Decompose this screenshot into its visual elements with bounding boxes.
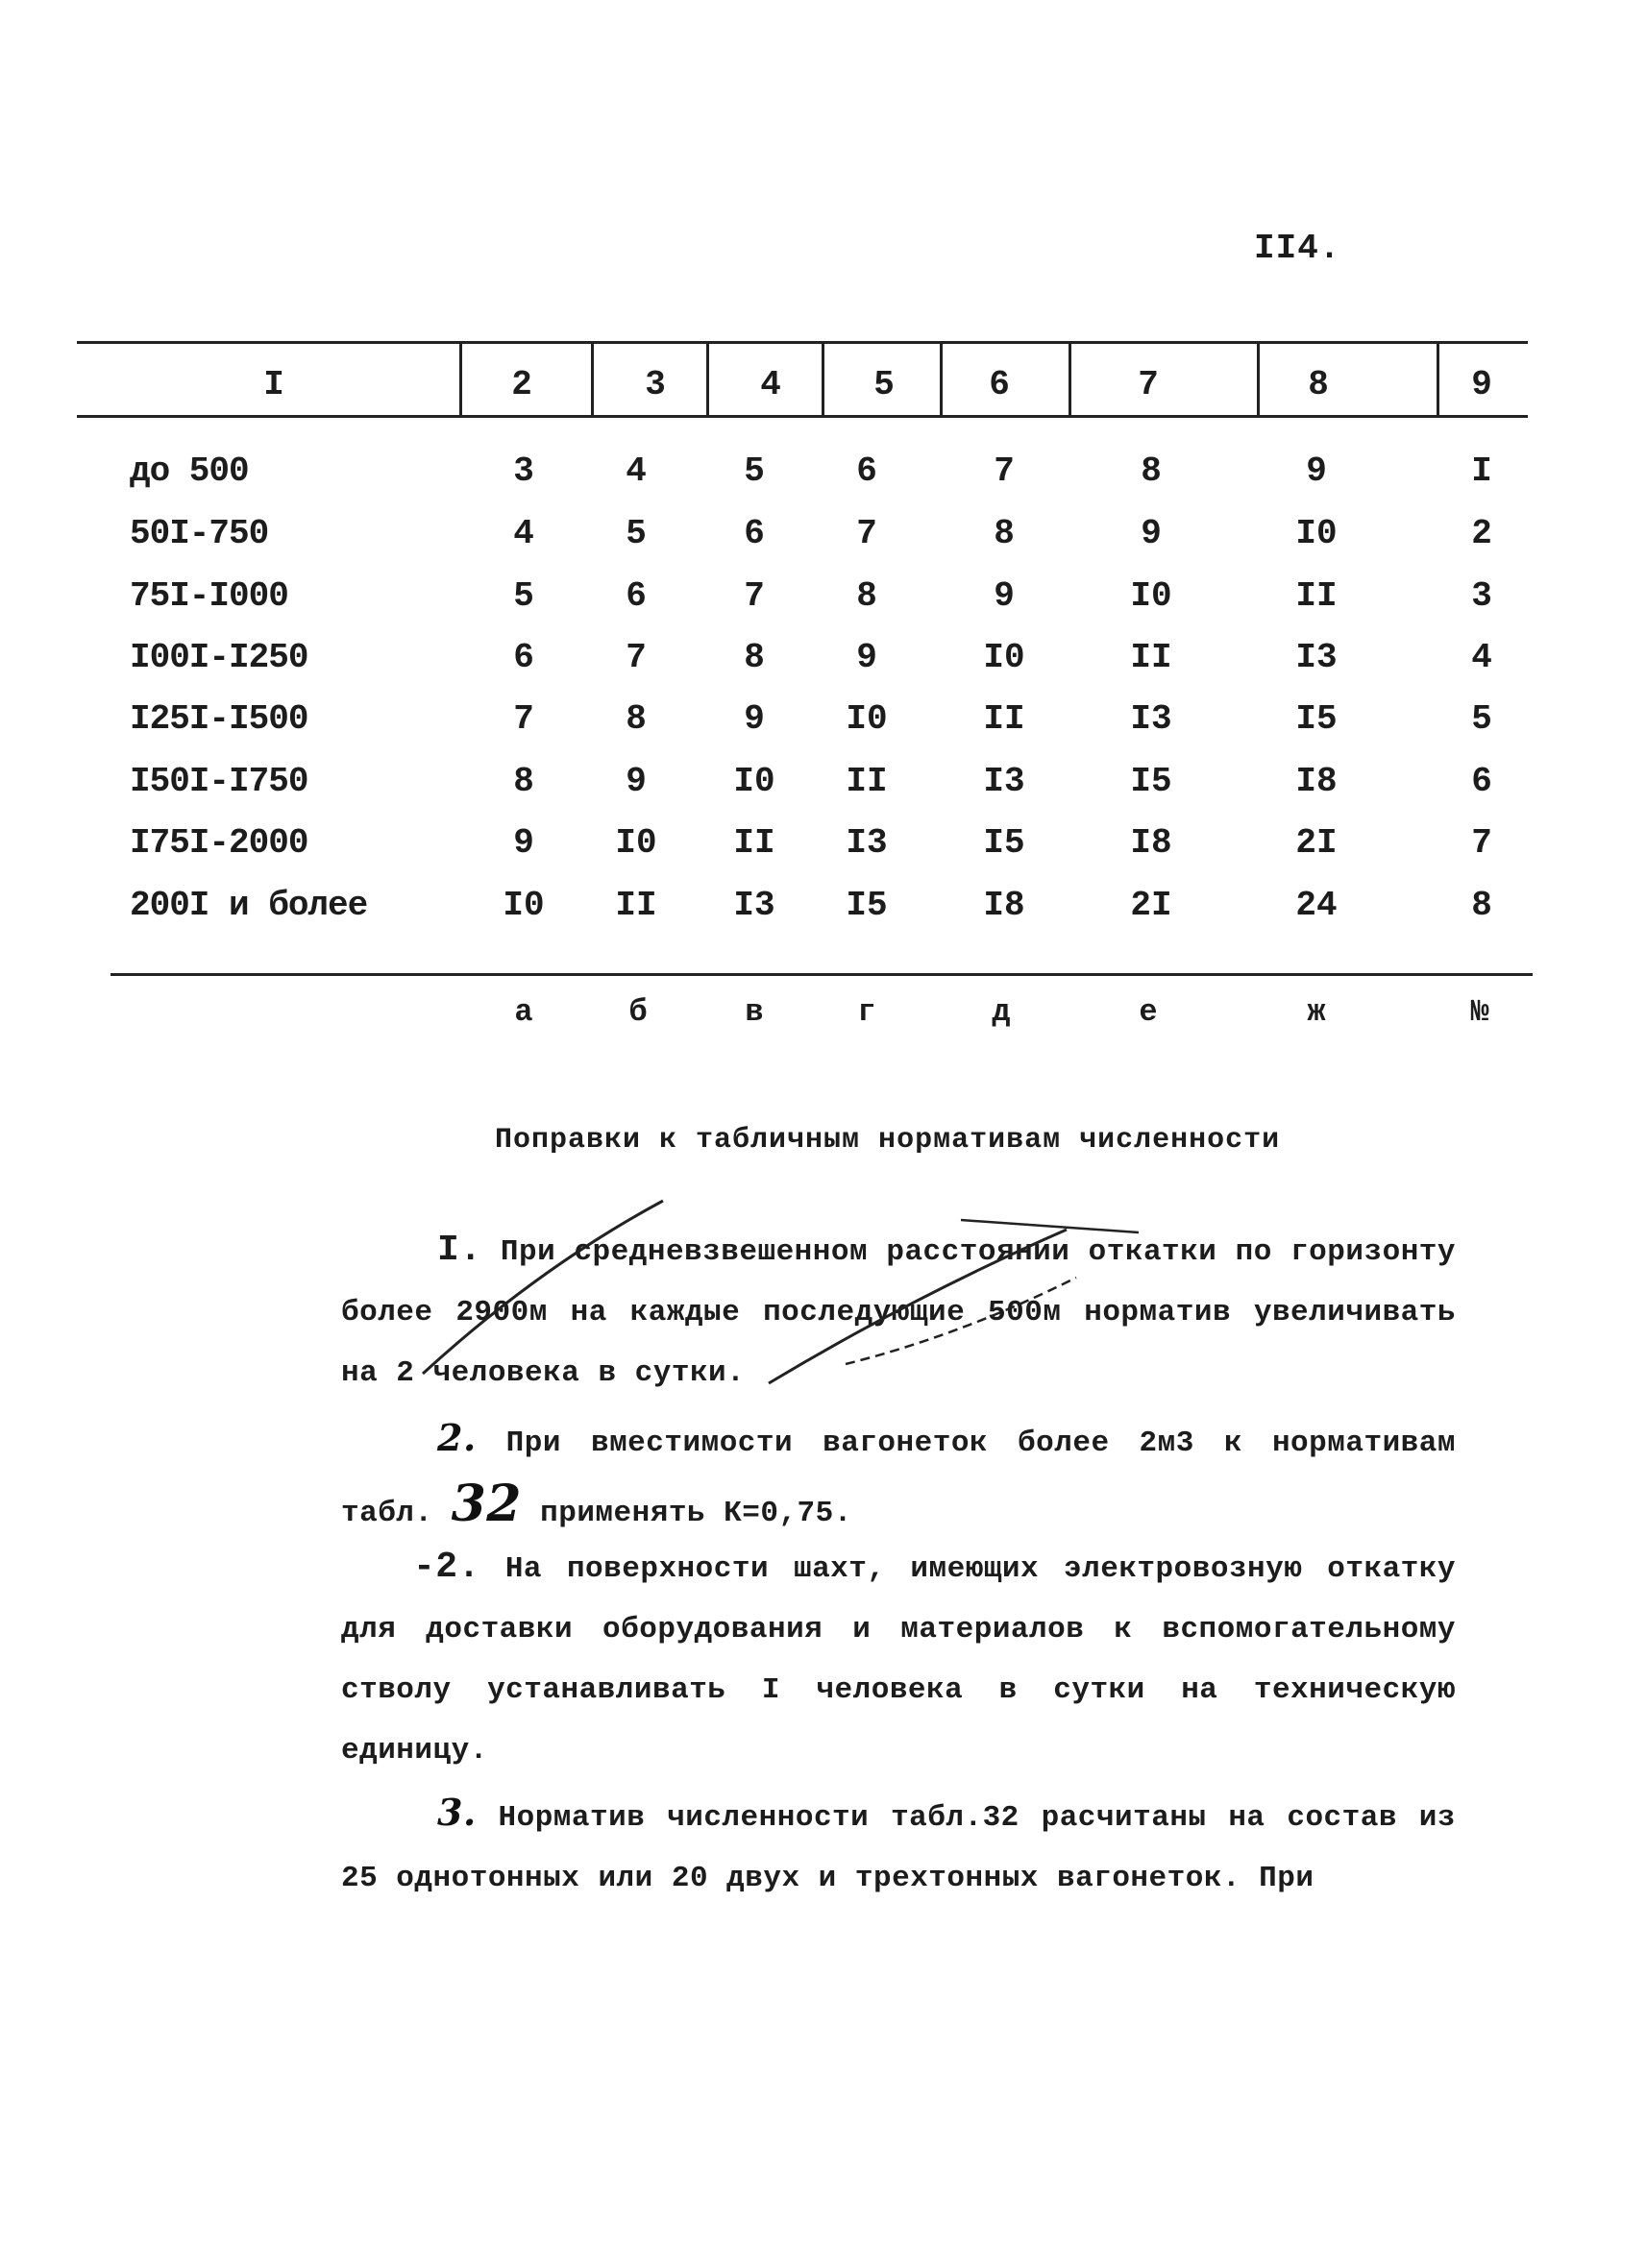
table-cell: I8 [983, 886, 1025, 925]
table-cell: 3 [513, 451, 534, 491]
table-cell: 7 [744, 576, 765, 616]
table-cell: I5 [1130, 762, 1172, 801]
table-cell: I3 [1130, 699, 1172, 739]
table-cell: 9 [994, 576, 1015, 616]
table-cell: I3 [846, 823, 888, 863]
paragraph-number: -2. [413, 1547, 480, 1588]
row-code: 3 [1471, 576, 1492, 616]
table-cell: 9 [744, 699, 765, 739]
table-cell: 7 [513, 699, 534, 739]
table-cell: 5 [513, 576, 534, 616]
paragraph-text: При средневзвешенном расстоянии откатки по горизонту более 2900м на каждые последующие 500м норматив увеличивать на 2 человека в сутки. [341, 1235, 1457, 1390]
table-header-cell: 8 [1308, 365, 1329, 404]
table-cell: 2I [1130, 886, 1172, 925]
paragraph-text: При вместимости вагонеток более 2м3 к нормативам табл. [341, 1427, 1456, 1530]
paragraph-number: 2. [437, 1416, 477, 1459]
row-code: I [1471, 451, 1492, 491]
table-cell: II [615, 886, 657, 925]
table-cell: 9 [856, 638, 877, 677]
row-label: 75I-I000 [130, 576, 288, 616]
paragraph-text: На поверхности шахт, имеющих электровозную откатку для доставки оборудования и материалов к вспомогательному стволу устанавливать I человека в сутки на техническую единицу. [341, 1552, 1456, 1768]
table-cell: 6 [513, 638, 534, 677]
row-code: 5 [1471, 699, 1492, 739]
table-cell: I5 [983, 823, 1025, 863]
row-label: до 500 [130, 451, 249, 491]
table-cell: 7 [626, 638, 647, 677]
table-cell: I0 [983, 638, 1025, 677]
table-cell: 9 [626, 762, 647, 801]
row-label: 50I-750 [130, 514, 269, 553]
table-header-cell: 4 [760, 365, 781, 404]
paragraph-text: Норматив численности табл.32 расчитаны на состав из 25 однотонных или 20 двух и трехтонных вагонеток. При [341, 1801, 1456, 1895]
table-header-cell: 5 [873, 365, 895, 404]
table-header-cell: I [263, 365, 284, 404]
page-number: II4. [1254, 229, 1341, 268]
table-cell: I0 [1130, 576, 1172, 616]
section-title: Поправки к табличным нормативам численности [495, 1124, 1281, 1157]
table-cell: I3 [983, 762, 1025, 801]
row-code: 6 [1471, 762, 1492, 801]
table-cell: 7 [994, 451, 1015, 491]
strike-line [423, 1201, 663, 1374]
table-cell: 5 [744, 451, 765, 491]
column-letter: б [628, 994, 648, 1030]
table-cell: 24 [1295, 886, 1338, 925]
column-letter: а [514, 994, 533, 1030]
paragraph-number: 3. [437, 1791, 477, 1834]
table-cell: I8 [1130, 823, 1172, 863]
table-cell: I0 [846, 699, 888, 739]
table-cell: 6 [744, 514, 765, 553]
table-cell: 8 [1141, 451, 1162, 491]
table-cell: II [983, 699, 1025, 739]
table-cell: 4 [626, 451, 647, 491]
table-cell: 9 [513, 823, 534, 863]
table-cell: II [846, 762, 888, 801]
table-cell: I5 [846, 886, 888, 925]
handwritten-table-number: 32 [451, 1475, 522, 1533]
table-header-cell: 3 [645, 365, 666, 404]
table-cell: 6 [856, 451, 877, 491]
column-letter: ж [1307, 994, 1326, 1030]
table-cell: II [1295, 576, 1338, 616]
table-cell: 8 [626, 699, 647, 739]
table-cell: I8 [1295, 762, 1338, 801]
table-header-cell: 7 [1138, 365, 1159, 404]
table-cell: I0 [615, 823, 657, 863]
row-code: 4 [1471, 638, 1492, 677]
row-label: I50I-I750 [130, 762, 308, 801]
table-cell: 5 [626, 514, 647, 553]
row-code: 8 [1471, 886, 1492, 925]
table-cell: 6 [626, 576, 647, 616]
table-header-cell: 2 [511, 365, 532, 404]
table-header-cell: 9 [1471, 365, 1492, 404]
table-cell: 4 [513, 514, 534, 553]
table-header-cell: 6 [989, 365, 1010, 404]
table-cell: I3 [1295, 638, 1338, 677]
table-cell: I0 [503, 886, 545, 925]
table-cell: 9 [1141, 514, 1162, 553]
table-cell: I0 [733, 762, 775, 801]
row-label: I25I-I500 [130, 699, 308, 739]
strike-line [961, 1220, 1139, 1232]
row-label: I00I-I250 [130, 638, 308, 677]
table-cell: II [1130, 638, 1172, 677]
table-cell: 8 [856, 576, 877, 616]
table-cell: 9 [1306, 451, 1327, 491]
column-letter: г [857, 994, 876, 1030]
row-code: 2 [1471, 514, 1492, 553]
column-letter: е [1139, 994, 1158, 1030]
table-cell: 8 [513, 762, 534, 801]
table-cell: I5 [1295, 699, 1338, 739]
table-cell: 7 [856, 514, 877, 553]
column-letter: д [992, 994, 1011, 1030]
paragraph-text: применять К=0,75. [540, 1497, 852, 1530]
row-label: I75I-2000 [130, 823, 308, 863]
table-cell: 8 [744, 638, 765, 677]
column-letter: № [1470, 994, 1489, 1030]
table-cell: II [733, 823, 775, 863]
paragraph-number: I. [437, 1230, 482, 1271]
table-cell: 8 [994, 514, 1015, 553]
row-code: 7 [1471, 823, 1492, 863]
table-cell: I0 [1295, 514, 1338, 553]
table-cell: I3 [733, 886, 775, 925]
strike-line [769, 1230, 1067, 1383]
row-label: 200I и более [130, 886, 368, 925]
table-cell: 2I [1295, 823, 1338, 863]
column-letter: в [745, 994, 764, 1030]
